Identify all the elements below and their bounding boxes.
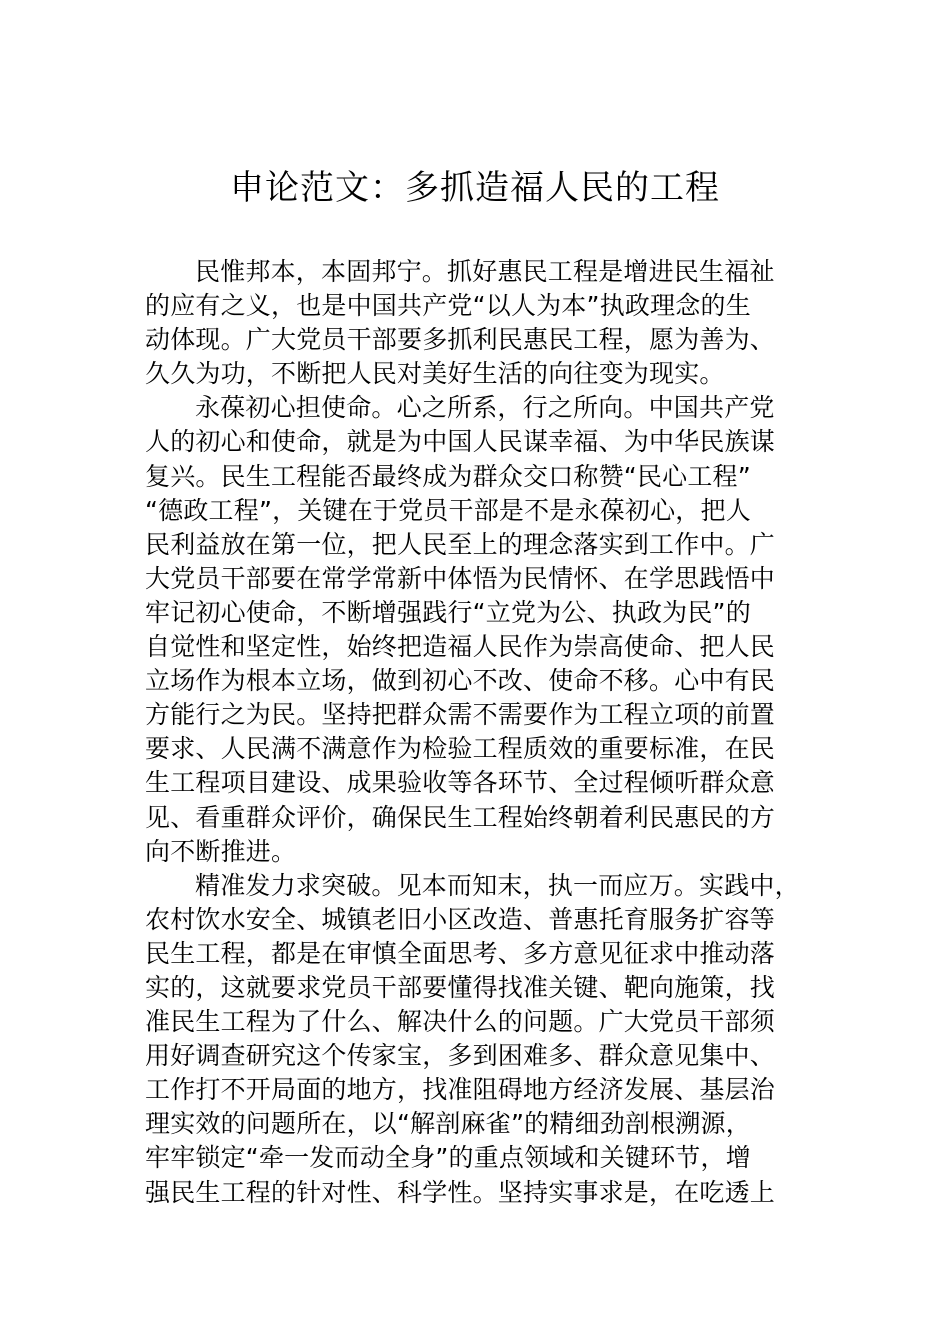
text-line: 牢牢锁定“牵一发而动全身”的重点领域和关键环节，增 — [145, 1143, 751, 1173]
text-line: 的应有之义，也是中国共产党“以人为本”执政理念的生 — [145, 291, 751, 321]
text-line: 民生工程，都是在审慎全面思考、多方意见征求中推动落 — [145, 938, 776, 968]
text-line: 立场作为根本立场，做到初心不改、使命不移。心中有民 — [145, 666, 776, 696]
text-line: 生工程项目建设、成果验收等各环节、全过程倾听群众意 — [145, 768, 776, 798]
text-line: 工作打不开局面的地方，找准阻碍地方经济发展、基层治 — [145, 1075, 776, 1105]
text-line: 农村饮水安全、城镇老旧小区改造、普惠托育服务扩容等 — [145, 904, 776, 934]
text-line: 要求、人民满不满意作为检验工程质效的重要标准，在民 — [145, 734, 776, 764]
text-line: 准民生工程为了什么、解决什么的问题。广大党员干部须 — [145, 1007, 776, 1037]
text-line: 方能行之为民。坚持把群众需不需要作为工程立项的前置 — [145, 700, 776, 730]
text-line: 用好调查研究这个传家宝，多到困难多、群众意见集中、 — [145, 1041, 776, 1071]
text-line: 民惟邦本，本固邦宁。抓好惠民工程是增进民生福祉 — [195, 257, 775, 286]
document-title: 申论范文：多抓造福人民的工程 — [230, 168, 720, 208]
text-line: 精准发力求突破。见本而知末，执一而应万。实践中， — [195, 870, 800, 900]
text-line: 向不断推进。 — [145, 836, 297, 866]
text-line: “德政工程”，关键在于党员干部是不是永葆初心，把人 — [145, 495, 751, 525]
text-line: 大党员干部要在常学常新中体悟为民情怀、在学思践悟中 — [145, 563, 776, 593]
text-line: 动体现。广大党员干部要多抓利民惠民工程，愿为善为、 — [145, 325, 776, 355]
text-line: 久久为功，不断把人民对美好生活的向往变为现实。 — [145, 359, 725, 389]
text-line: 强民生工程的针对性、科学性。坚持实事求是，在吃透上 — [145, 1177, 776, 1207]
text-line: 见、看重群众评价，确保民生工程始终朝着利民惠民的方 — [145, 802, 776, 832]
document-body — [145, 255, 825, 1210]
text-line: 自觉性和坚定性，始终把造福人民作为崇高使命、把人民 — [145, 632, 776, 662]
text-line: 永葆初心担使命。心之所系，行之所向。中国共产党 — [195, 393, 775, 423]
text-line: 复兴。民生工程能否最终成为群众交口称赞“民心工程” — [145, 461, 751, 491]
text-line: 牢记初心使命，不断增强践行“立党为公、执政为民”的 — [145, 597, 751, 627]
text-line: 民利益放在第一位，把人民至上的理念落实到工作中。广 — [145, 529, 776, 559]
text-line: 理实效的问题所在，以“解剖麻雀”的精细劲剖根溯源， — [145, 1109, 751, 1139]
text-line: 人的初心和使命，就是为中国人民谋幸福、为中华民族谋 — [145, 427, 776, 457]
text-line: 实的，这就要求党员干部要懂得找准关键、靶向施策，找 — [145, 972, 776, 1002]
